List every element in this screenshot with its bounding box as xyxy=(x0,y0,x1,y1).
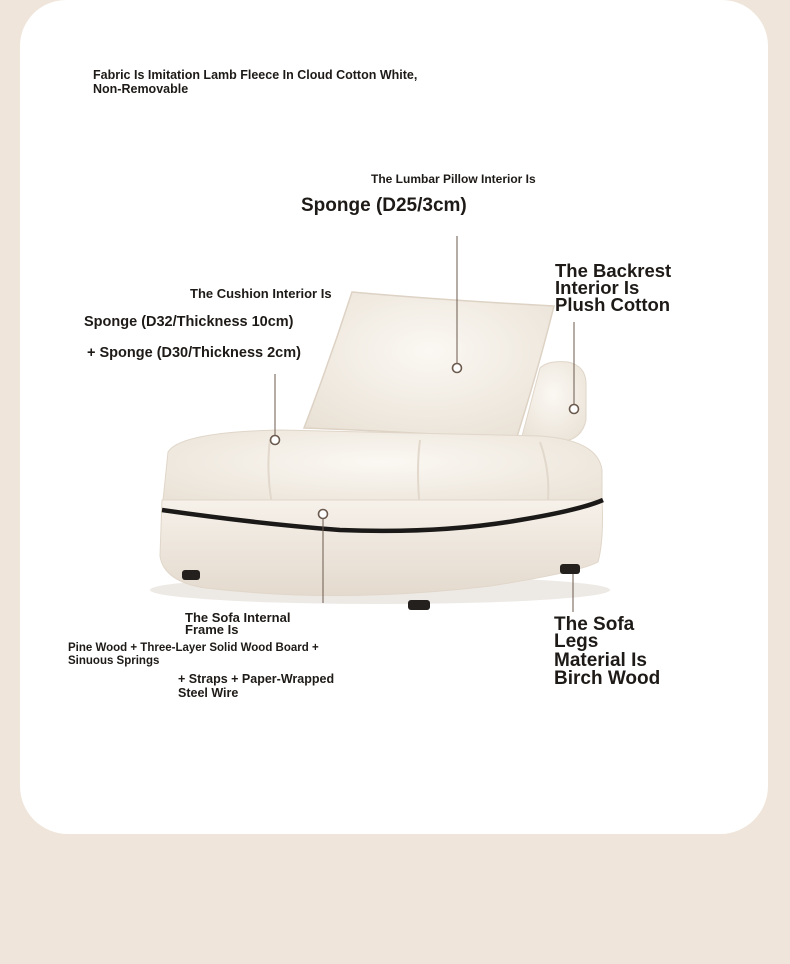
lumbar-pillow-value: Sponge (D25/3cm) xyxy=(301,195,467,216)
sofa-leg xyxy=(408,600,430,610)
backrest-label: The Backrest Interior Is Plush Cotton xyxy=(555,260,672,315)
sofa-illustration xyxy=(20,0,768,834)
cushion-value-line2: + Sponge (D30/Thickness 2cm) xyxy=(87,345,301,361)
frame-label: The Sofa Internal Frame Is xyxy=(185,610,291,637)
frame-callout-marker xyxy=(319,510,328,519)
frame-value-line2: + Straps + Paper-Wrapped Steel Wire xyxy=(178,672,335,700)
cushion-value-line1: Sponge (D32/Thickness 10cm) xyxy=(84,314,294,330)
frame-value-line1: Pine Wood + Three-Layer Solid Wood Board + Sinuous Springs xyxy=(68,642,319,667)
backrest-callout-marker xyxy=(570,405,579,414)
product-detail-card xyxy=(20,0,768,834)
legs-value: Material Is Birch Wood xyxy=(554,650,661,689)
lumbar-pillow-label: The Lumbar Pillow Interior Is xyxy=(371,172,536,186)
cushion-label: The Cushion Interior Is xyxy=(190,286,332,301)
lumbar-callout-marker xyxy=(453,364,462,373)
legs-label: The Sofa Legs xyxy=(554,614,635,652)
fabric-note: Fabric Is Imitation Lamb Fleece In Cloud Cotton White, Non-Removable xyxy=(93,68,418,96)
seat-cushion xyxy=(162,430,602,510)
cushion-callout-marker xyxy=(271,436,280,445)
sofa-leg xyxy=(182,570,200,580)
lumbar-pillow xyxy=(304,292,554,440)
sofa-leg xyxy=(560,564,580,574)
